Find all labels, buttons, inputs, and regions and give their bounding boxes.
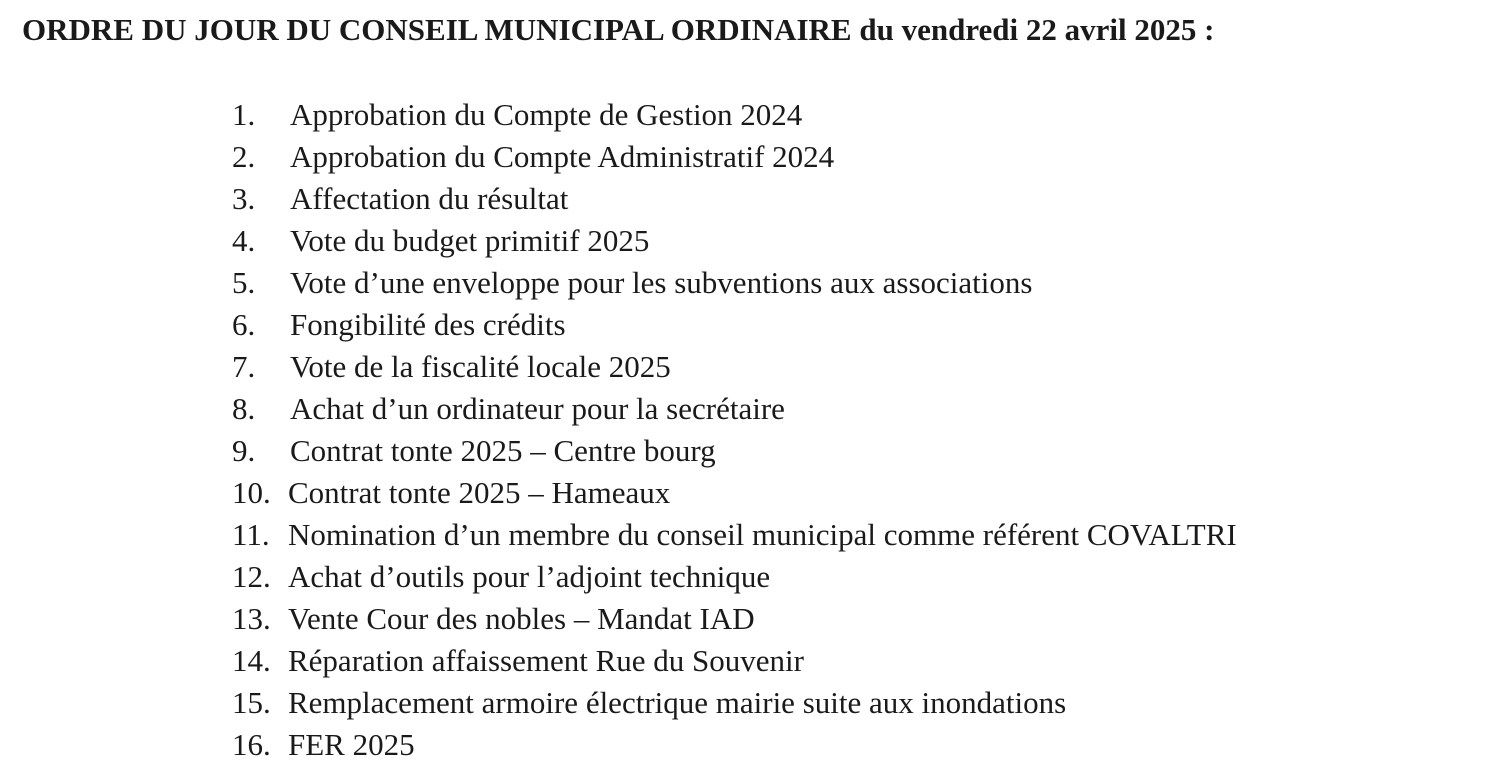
agenda-item xyxy=(232,598,1237,640)
item-text: Affectation du résultat xyxy=(290,181,569,216)
item-text: Contrat tonte 2025 – Centre bourg xyxy=(290,433,716,468)
item-text: Achat d’outils pour l’adjoint technique xyxy=(288,559,771,594)
item-number: 1. xyxy=(232,97,256,132)
agenda-item xyxy=(232,304,1237,346)
agenda-item xyxy=(232,640,1237,682)
item-text: Vote du budget primitif 2025 xyxy=(290,223,650,258)
item-number: 16. xyxy=(232,727,271,762)
item-text: Vente Cour des nobles – Mandat IAD xyxy=(288,601,755,636)
item-number: 12. xyxy=(232,559,271,594)
item-number: 5. xyxy=(232,265,256,300)
item-text: Réparation affaissement Rue du Souvenir xyxy=(288,643,804,678)
agenda-item xyxy=(232,136,1237,178)
item-number: 14. xyxy=(232,643,271,678)
agenda-item xyxy=(232,682,1237,724)
item-text: FER 2025 xyxy=(288,727,415,762)
agenda-item xyxy=(232,220,1237,262)
agenda-item xyxy=(232,514,1237,556)
item-text: Approbation du Compte de Gestion 2024 xyxy=(290,97,803,132)
agenda-item xyxy=(232,556,1237,598)
item-number: 9. xyxy=(232,433,256,468)
item-number: 10. xyxy=(232,475,271,510)
item-text: Nomination d’un membre du conseil municipal comme référent COVALTRI xyxy=(288,517,1237,552)
item-text: Approbation du Compte Administratif 2024 xyxy=(290,139,835,174)
item-number: 4. xyxy=(232,223,256,258)
agenda-item xyxy=(232,346,1237,388)
item-text: Vote de la fiscalité locale 2025 xyxy=(290,349,671,384)
item-text: Contrat tonte 2025 – Hameaux xyxy=(288,475,671,510)
item-text: Vote d’une enveloppe pour les subventions aux associations xyxy=(290,265,1033,300)
item-number: 13. xyxy=(232,601,271,636)
agenda-item xyxy=(232,724,1237,766)
agenda-item xyxy=(232,262,1237,304)
agenda-item xyxy=(232,430,1237,472)
item-text: Achat d’un ordinateur pour la secrétaire xyxy=(290,391,785,426)
item-number: 8. xyxy=(232,391,256,426)
agenda-item xyxy=(232,178,1237,220)
item-number: 6. xyxy=(232,307,256,342)
agenda-title: ORDRE DU JOUR DU CONSEIL MUNICIPAL ORDINAIRE du vendredi 22 avril 2025 : xyxy=(22,12,1215,47)
item-number: 3. xyxy=(232,181,256,216)
agenda-item xyxy=(232,388,1237,430)
agenda-item xyxy=(232,472,1237,514)
item-number: 15. xyxy=(232,685,271,720)
item-number: 2. xyxy=(232,139,256,174)
agenda-item xyxy=(232,94,1237,136)
item-number: 11. xyxy=(232,517,270,552)
agenda-list xyxy=(232,94,1237,766)
item-number: 7. xyxy=(232,349,256,384)
item-text: Fongibilité des crédits xyxy=(290,307,566,342)
item-text: Remplacement armoire électrique mairie suite aux inondations xyxy=(288,685,1067,720)
